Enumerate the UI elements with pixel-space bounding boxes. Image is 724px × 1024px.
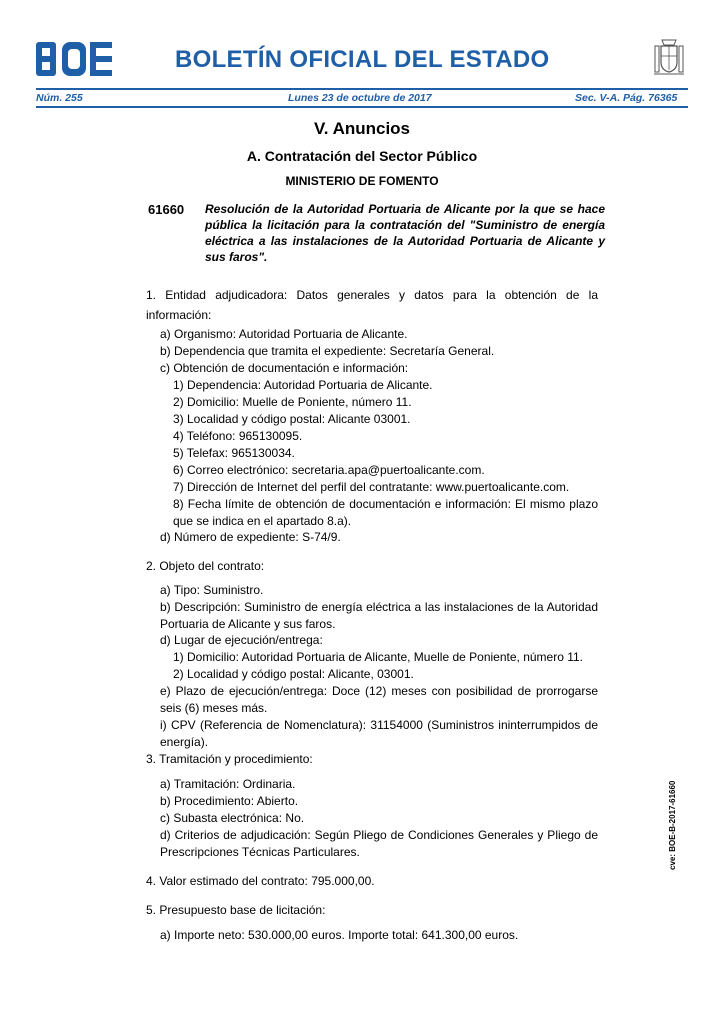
section-page: Sec. V-A. Pág. 76365 bbox=[575, 92, 678, 104]
s1-item-c1: 1) Dependencia: Autoridad Portuaria de Alicante. bbox=[173, 378, 433, 392]
boe-logo bbox=[36, 42, 112, 76]
s1-item-c4: 4) Teléfono: 965130095. bbox=[173, 429, 303, 443]
section-subtitle: A. Contratación del Sector Público bbox=[246, 148, 478, 164]
s5-item-a: a) Importe neto: 530.000,00 euros. Importe total: 641.300,00 euros. bbox=[160, 928, 519, 942]
s2-item-e: e) Plazo de ejecución/entrega: Doce (12) meses con posibilidad de prorrogarse seis (6) meses más. bbox=[160, 684, 598, 715]
s5-heading: 5. Presupuesto base de licitación: bbox=[146, 903, 326, 917]
issue-date: Lunes 23 de octubre de 2017 bbox=[288, 92, 432, 104]
s2-item-d1: 1) Domicilio: Autoridad Portuaria de Alicante, Muelle de Poniente, número 11. bbox=[173, 650, 584, 664]
s1-item-a: a) Organismo: Autoridad Portuaria de Alicante. bbox=[160, 327, 408, 341]
announcement-number: 61660 bbox=[148, 202, 185, 217]
s1-item-c3: 3) Localidad y código postal: Alicante 03001. bbox=[173, 412, 411, 426]
s1-item-c7: 7) Dirección de Internet del perfil del contratante: www.puertoalicante.com. bbox=[173, 480, 570, 494]
header-rule-top bbox=[36, 88, 688, 90]
s1-item-d: d) Número de expediente: S-74/9. bbox=[160, 530, 341, 544]
cve-code: cve: BOE-B-2017-61660 bbox=[668, 780, 677, 870]
resolution-text: Resolución de la Autoridad Portuaria de Alicante por la que se hace pública la licitación para la contratación del "Suministro de energía eléctrica a las instalaciones de la Autoridad Portuaria de Alicante y sus faros". bbox=[205, 202, 605, 264]
s3-item-a: a) Tramitación: Ordinaria. bbox=[160, 777, 296, 791]
s4-heading: 4. Valor estimado del contrato: 795.000,00. bbox=[146, 874, 375, 888]
coat-of-arms-icon bbox=[652, 36, 686, 80]
s2-heading: 2. Objeto del contrato: bbox=[146, 559, 265, 573]
header-rule-bottom bbox=[36, 106, 688, 108]
issue-number: Núm. 255 bbox=[36, 92, 83, 104]
s2-item-a: a) Tipo: Suministro. bbox=[160, 583, 264, 597]
section-title: V. Anuncios bbox=[313, 119, 411, 138]
page-title: BOLETÍN OFICIAL DEL ESTADO bbox=[175, 46, 550, 73]
s3-heading: 3. Tramitación y procedimiento: bbox=[146, 752, 313, 766]
s1-item-c5: 5) Telefax: 965130034. bbox=[173, 446, 295, 460]
s3-item-b: b) Procedimiento: Abierto. bbox=[160, 794, 299, 808]
s1-item-c6: 6) Correo electrónico: secretaria.apa@puertoalicante.com. bbox=[173, 463, 485, 477]
s2-item-d: d) Lugar de ejecución/entrega: bbox=[160, 633, 323, 647]
s2-item-i: i) CPV (Referencia de Nomenclatura): 31154000 (Suministros ininterrumpidos de energía). bbox=[160, 718, 598, 749]
s1-item-b: b) Dependencia que tramita el expediente: Secretaría General. bbox=[160, 344, 495, 358]
s1-item-c8: 8) Fecha límite de obtención de documentación e información: El mismo plazo que se indica en el apartado 8.a). bbox=[173, 497, 598, 528]
ministry-name: MINISTERIO DE FOMENTO bbox=[285, 174, 439, 188]
s3-item-c: c) Subasta electrónica: No. bbox=[160, 811, 305, 825]
s2-item-b: b) Descripción: Suministro de energía eléctrica a las instalaciones de la Autoridad Portuaria de Alicante y sus faros. bbox=[160, 600, 598, 631]
s1-item-c2: 2) Domicilio: Muelle de Poniente, número 11. bbox=[173, 395, 412, 409]
s1-item-c: c) Obtención de documentación e información: bbox=[160, 361, 409, 375]
s3-item-d: d) Criterios de adjudicación: Según Pliego de Condiciones Generales y Pliego de Prescripciones Técnicas Particulares. bbox=[160, 828, 598, 859]
s1-heading: 1. Entidad adjudicadora: Datos generales y datos para la obtención de la información: bbox=[146, 288, 598, 322]
s2-item-d2: 2) Localidad y código postal: Alicante, 03001. bbox=[173, 667, 414, 681]
